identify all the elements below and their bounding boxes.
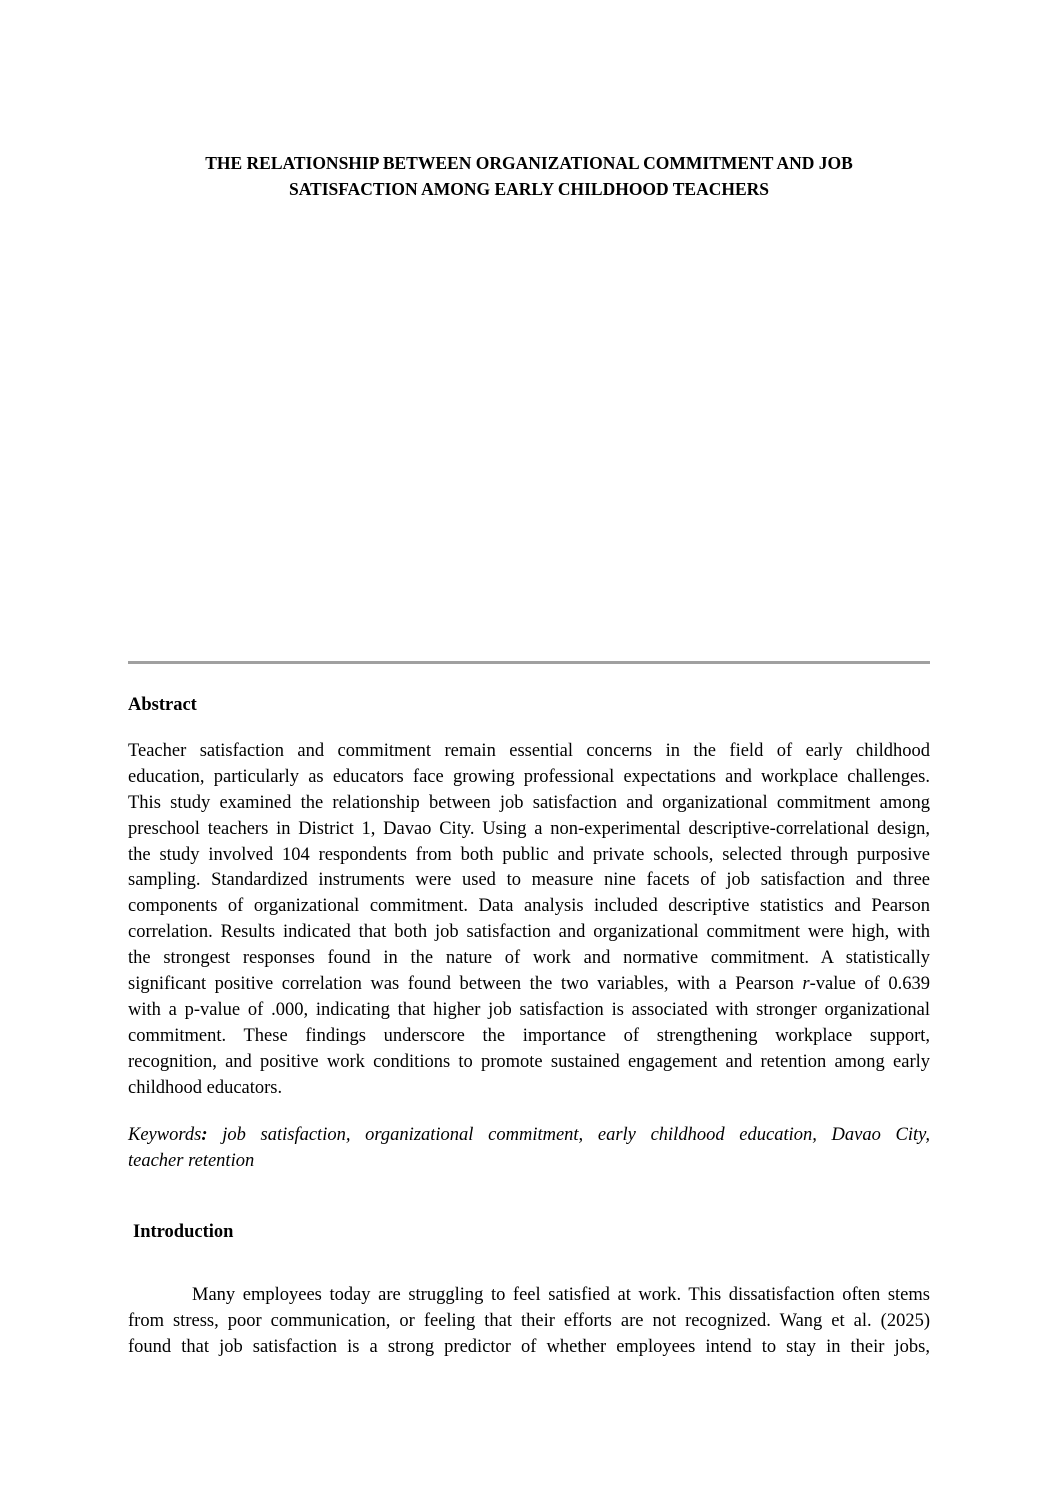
abstract-line-text: -value of 0.639 [809, 974, 930, 995]
abstract-line: with a p-value of .000, indicating that higher job satisfaction is associated with stronger organizational [128, 999, 930, 1020]
abstract-line: childhood educators. [128, 1077, 283, 1098]
introduction-heading: Introduction [133, 1222, 234, 1242]
abstract-line: Teacher satisfaction and commitment remain essential concerns in the field of early childhood [128, 741, 930, 761]
abstract-line: components of organizational commitment. Data analysis included descriptive statistics and Pearson [128, 896, 930, 917]
title-line-1: THE RELATIONSHIP BETWEEN ORGANIZATIONAL COMMITMENT AND JOB [205, 153, 853, 173]
intro-line: found that job satisfaction is a strong predictor of whether employees intend to stay in their jobs, [128, 1336, 930, 1357]
section-divider [128, 661, 930, 664]
keywords-label: Keywords [128, 1125, 202, 1145]
paper-title [100, 150, 958, 202]
abstract-heading: Abstract [128, 695, 197, 715]
keywords-colon: : [201, 1125, 208, 1145]
title-line-2: SATISFACTION AMONG EARLY CHILDHOOD TEACHERS [288, 179, 770, 199]
abstract-line: correlation. Results indicated that both job satisfaction and organizational commitment were high, with [128, 922, 930, 943]
abstract-line: education, particularly as educators face growing professional expectations and workplace challenges. [128, 766, 930, 787]
keywords-list: job satisfaction, organizational commitment, early childhood education, Davao City, [207, 1125, 930, 1145]
abstract-line [128, 972, 930, 998]
intro-line: from stress, poor communication, or feeling that their efforts are not recognized. Wang et al. (2025) [128, 1310, 930, 1331]
abstract-line: the study involved 104 respondents from both public and private schools, selected through purposive [128, 844, 930, 865]
abstract-line: commitment. These findings underscore the importance of strengthening workplace support, [128, 1025, 930, 1046]
abstract-line: This study examined the relationship between job satisfaction and organizational commitment among [128, 792, 930, 813]
abstract-line: the strongest responses found in the nature of work and normative commitment. A statistically [128, 948, 930, 969]
introduction-body [128, 1283, 930, 1361]
pearson-r-symbol: r [802, 974, 810, 995]
keywords [128, 1123, 930, 1175]
abstract-line: sampling. Standardized instruments were used to measure nine facets of job satisfaction and three [128, 870, 930, 891]
keywords-line: teacher retention [128, 1150, 255, 1171]
keywords-line [128, 1123, 930, 1149]
abstract-line: preschool teachers in District 1, Davao City. Using a non-experimental descriptive-correlational design, [128, 818, 930, 839]
intro-line: Many employees today are struggling to feel satisfied at work. This dissatisfaction often stems [192, 1285, 930, 1305]
abstract-body [128, 739, 930, 1101]
abstract-line-text: significant positive correlation was found between the two variables, with a Pearson [128, 974, 803, 995]
abstract-line: recognition, and positive work conditions to promote sustained engagement and retention among early [128, 1051, 930, 1072]
